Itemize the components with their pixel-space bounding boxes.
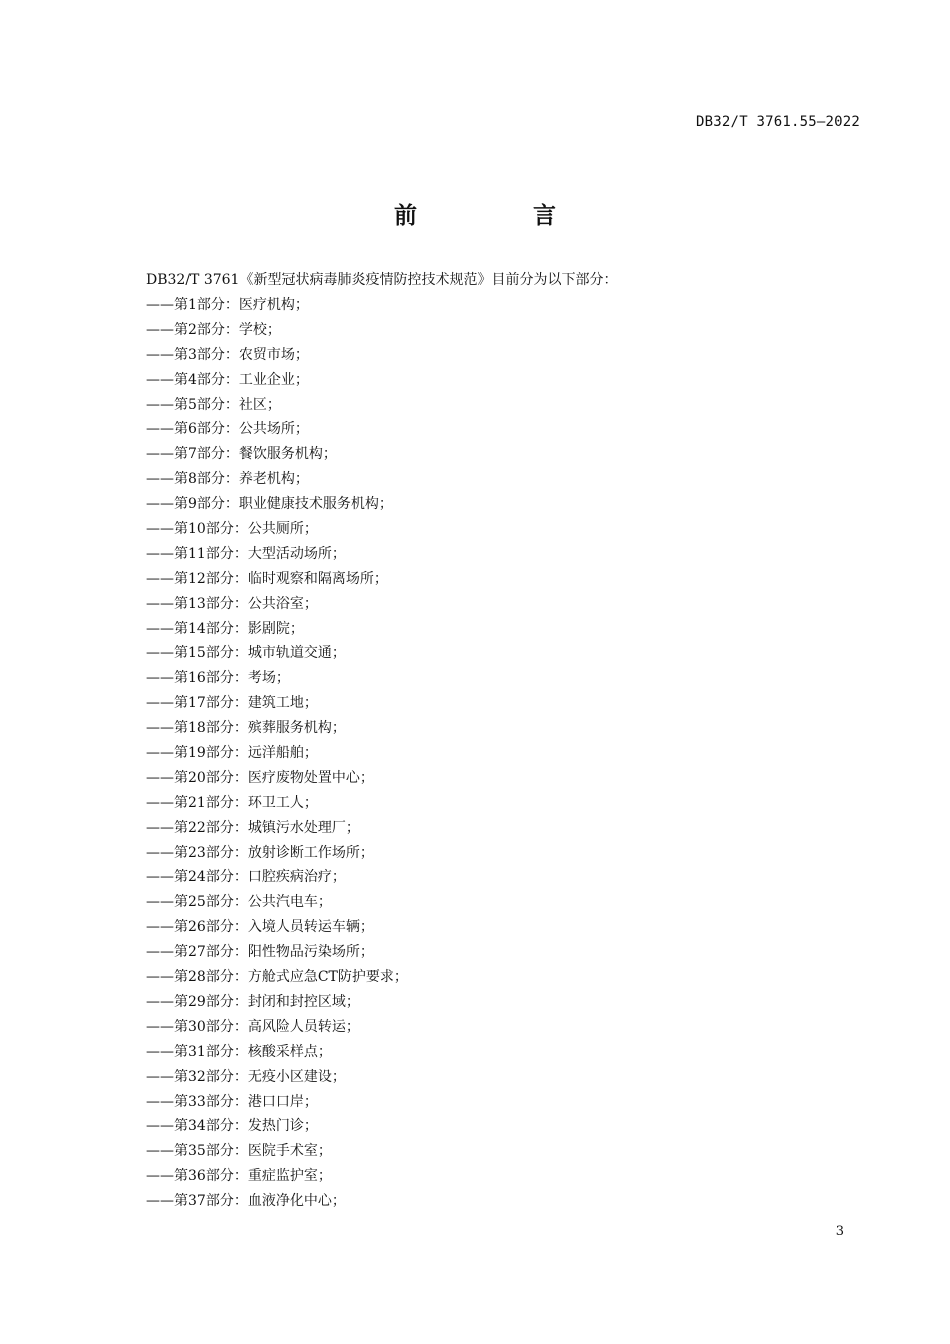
list-item: ——第28部分：方舱式应急CT防护要求； [146,969,408,986]
list-item: ——第20部分：医疗废物处置中心； [146,769,374,786]
list-item: ——第4部分：工业企业； [146,371,309,388]
list-item: ——第31部分：核酸采样点； [146,1043,332,1060]
list-item: ——第29部分：封闭和封控区域； [146,993,360,1010]
list-item: ——第17部分：建筑工地； [146,695,318,712]
list-item: ——第16部分：考场； [146,670,290,687]
intro-paragraph: DB32/T 3761《新型冠状病毒肺炎疫情防控技术规范》目前分为以下部分： [146,272,618,288]
list-item: ——第36部分：重症监护室； [146,1168,332,1185]
list-item: ——第30部分：高风险人员转运； [146,1018,360,1035]
list-item: ——第34部分：发热门诊； [146,1118,318,1135]
list-item: ——第37部分：血液净化中心； [146,1193,346,1210]
list-item: ——第2部分：学校； [146,321,281,338]
list-item: ——第26部分：入境人员转运车辆； [146,919,374,936]
foreword-body [146,268,866,1214]
list-item: ——第11部分：大型活动场所； [146,545,346,562]
list-item: ——第19部分：远洋船舶； [146,745,318,762]
list-item: ——第21部分：环卫工人； [146,794,318,811]
list-item: ——第1部分：医疗机构； [146,297,309,313]
list-item: ——第32部分：无疫小区建设； [146,1068,346,1085]
page-title: 前 言 [393,203,610,229]
list-item: ——第8部分：养老机构； [146,471,309,488]
list-item: ——第18部分：殡葬服务机构； [146,720,346,737]
list-item: ——第6部分：公共场所； [146,421,309,438]
list-item: ——第7部分：餐饮服务机构； [146,446,337,463]
list-item: ——第33部分：港口口岸； [146,1093,318,1110]
list-item: ——第27部分：阳性物品污染场所； [146,944,374,961]
list-item: ——第5部分：社区； [146,396,281,413]
list-item: ——第14部分：影剧院； [146,620,304,637]
list-item: ——第13部分：公共浴室； [146,595,318,612]
document-code: DB32/T 3761.55—2022 [696,114,860,130]
list-item: ——第9部分：职业健康技术服务机构； [146,496,393,513]
list-item: ——第23部分：放射诊断工作场所； [146,844,374,861]
list-item: ——第22部分：城镇污水处理厂； [146,819,360,836]
list-item: ——第10部分：公共厕所； [146,521,318,538]
list-item: ——第15部分：城市轨道交通； [146,645,346,662]
list-item: ——第3部分：农贸市场； [146,346,309,363]
parts-list [146,293,866,1214]
list-item: ——第25部分：公共汽电车； [146,894,332,911]
page-number: 3 [835,1224,844,1239]
list-item: ——第24部分：口腔疾病治疗； [146,869,346,886]
list-item: ——第35部分：医院手术室； [146,1143,332,1160]
list-item: ——第12部分：临时观察和隔离场所； [146,570,388,587]
